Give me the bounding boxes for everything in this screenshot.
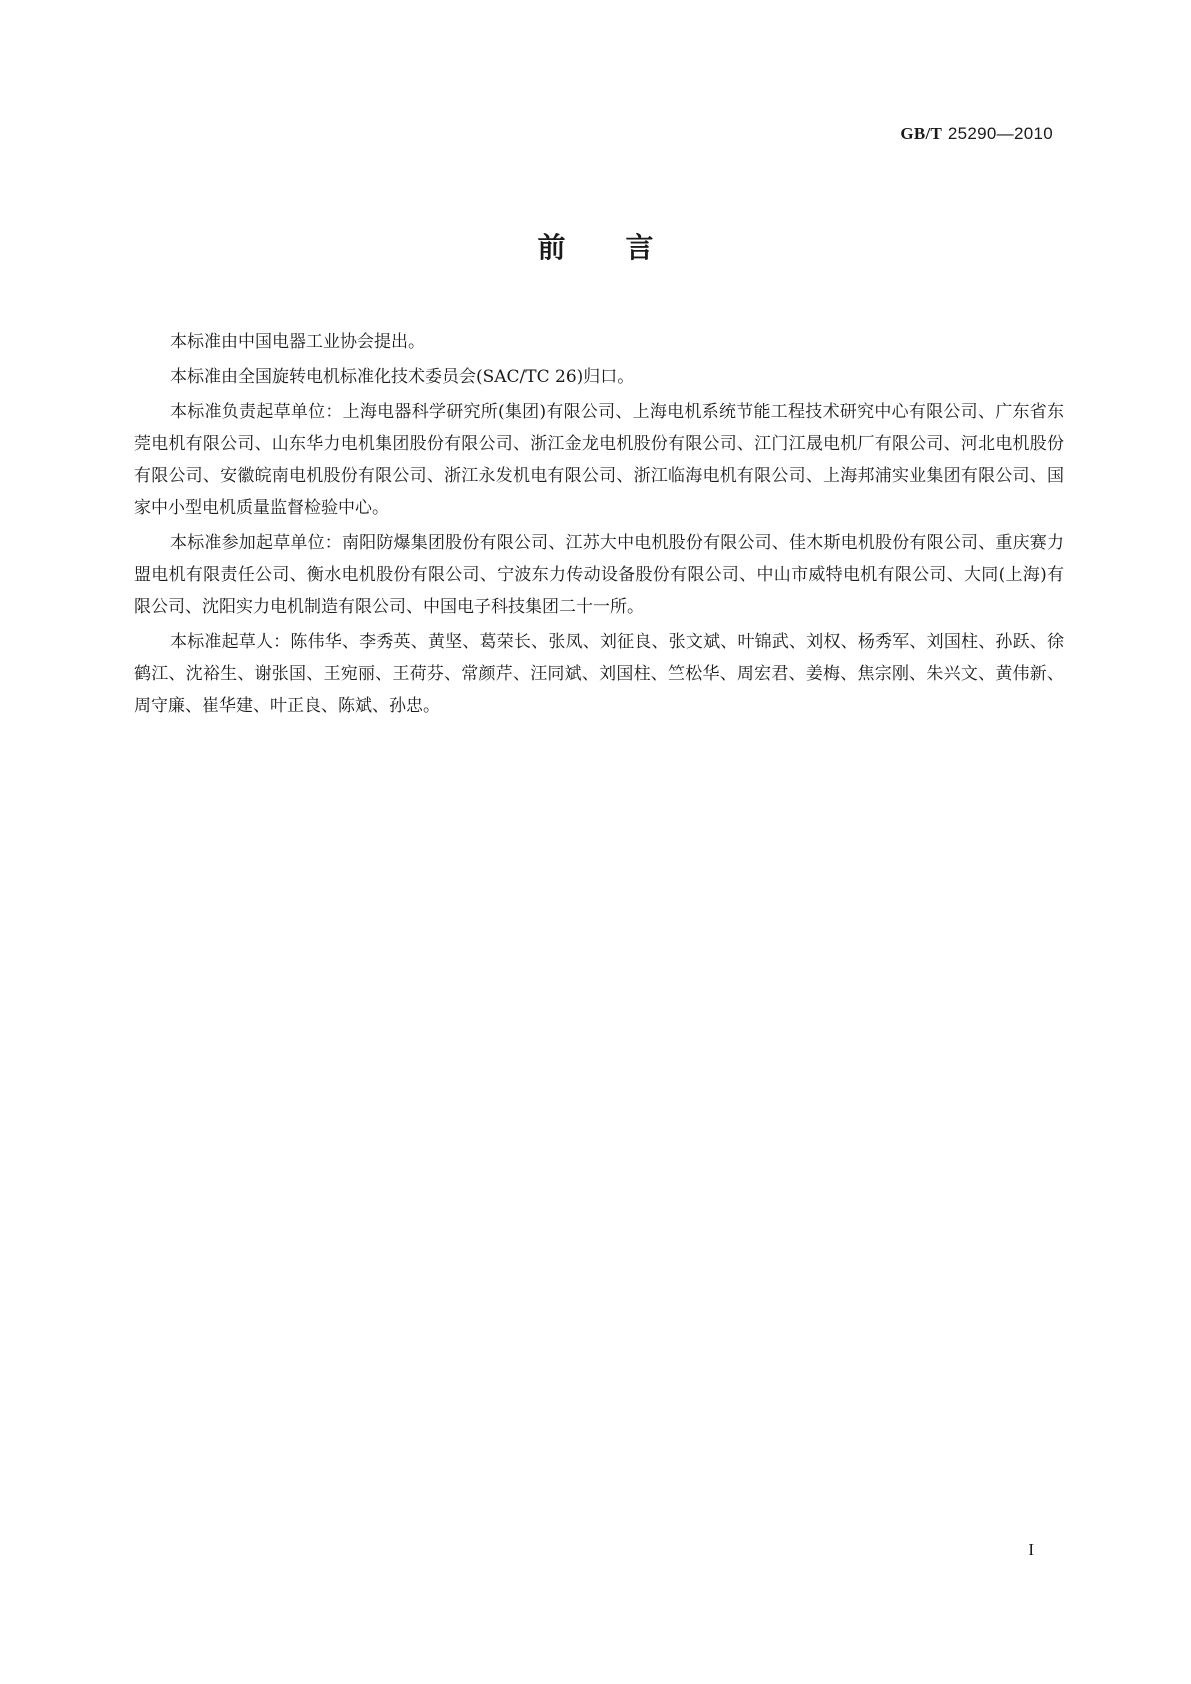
page-number: I <box>1028 1540 1034 1559</box>
paragraph-lead-drafters: 本标准负责起草单位：上海电器科学研究所(集团)有限公司、上海电机系统节能工程技术研究中心有限公司、广东省东莞电机有限公司、山东华力电机集团股份有限公司、浙江金龙电机股份有限公司、江门江晟电机厂有限公司、河北电机股份有限公司、安徽皖南电机股份有限公司、浙江永发机电有限公司、浙江临海电机有限公司、上海邦浦实业集团有限公司、国家中小型电机质量监督检验中心。 <box>134 402 1064 518</box>
paragraph-drafters-names: 本标准起草人：陈伟华、李秀英、黄坚、葛荣长、张凤、刘征良、张文斌、叶锦武、刘权、杨秀军、刘国柱、孙跃、徐鹤江、沈裕生、谢张国、王宛丽、王荷芬、常颜芹、汪同斌、刘国柱、竺松华、周宏君、姜梅、焦宗刚、朱兴文、黄伟新、周守廉、崔华建、叶正良、陈斌、孙忠。 <box>134 632 1064 716</box>
paragraph-committee: 本标准由全国旋转电机标准化技术委员会(SAC/TC 26)归口。 <box>170 367 635 387</box>
standard-prefix: GB/T <box>900 124 943 143</box>
foreword-body <box>134 326 1064 725</box>
paragraph-proposer: 本标准由中国电器工业协会提出。 <box>170 332 425 352</box>
standard-number <box>900 124 1053 144</box>
page-title: 前言 <box>537 231 714 264</box>
paragraph-participating-drafters: 本标准参加起草单位：南阳防爆集团股份有限公司、江苏大中电机股份有限公司、佳木斯电机股份有限公司、重庆赛力盟电机有限责任公司、衡水电机股份有限公司、宁波东力传动设备股份有限公司、中山市威特电机有限公司、大同(上海)有限公司、沈阳实力电机制造有限公司、中国电子科技集团二十一所。 <box>134 533 1064 617</box>
standard-code: 25290—2010 <box>947 124 1053 143</box>
